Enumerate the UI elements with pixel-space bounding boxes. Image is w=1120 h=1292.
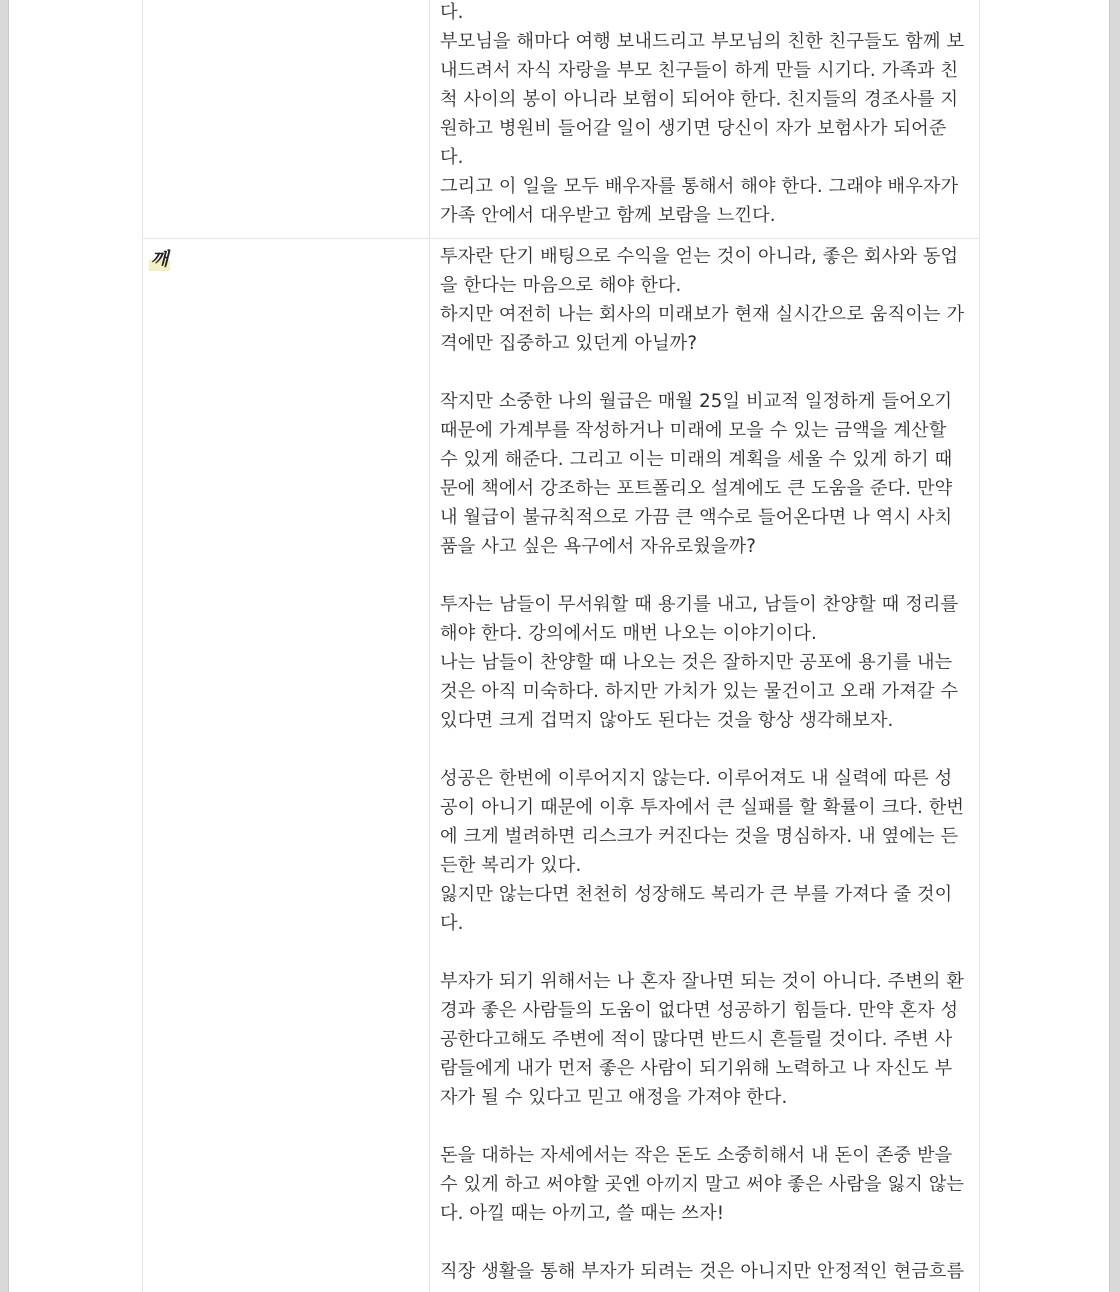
text-line: 척 사이의 봉이 아니라 보험이 되어야 한다. 친지들의 경조사를 지 (440, 89, 959, 110)
paragraph-spacer (440, 735, 972, 764)
text-line: 든한 복리가 있다. (440, 855, 582, 876)
text-line: 때문에 가계부를 작성하거나 미래에 모을 수 있는 금액을 계산할 (440, 420, 947, 441)
paragraph (440, 242, 972, 358)
text-line: 잃지만 않는다면 천천히 성장해도 복리가 큰 부를 가져다 줄 것이 (440, 884, 953, 905)
text-line: 품을 사고 싶은 욕구에서 자유로웠을까? (440, 536, 756, 557)
text-line: 나는 남들이 찬양할 때 나오는 것은 잘하지만 공포에 용기를 내는 (440, 652, 953, 673)
paragraph-spacer (440, 1228, 972, 1257)
text-line: 람들에게 내가 먼저 좋은 사람이 되기위해 노력하고 나 자신도 부 (440, 1058, 953, 1079)
table-cell-row2-content[interactable] (440, 242, 972, 1286)
text-line: 그리고 이 일을 모두 배우자를 통해서 해야 한다. 그래야 배우자가 (440, 176, 959, 197)
text-line: 다. (440, 147, 464, 168)
text-line: 작지만 소중한 나의 월급은 매월 25일 비교적 일정하게 들어오기 (440, 391, 953, 412)
text-line: 수 있게 해준다. 그리고 이는 미래의 계획을 세울 수 있게 하기 때 (440, 449, 953, 470)
text-line: 공한다고해도 주변에 적이 많다면 반드시 흔들릴 것이다. 주변 사 (440, 1029, 953, 1050)
table-right-border (979, 0, 980, 1292)
text-line: 다. 아낄 때는 아끼고, 쓸 때는 쓰자! (440, 1203, 725, 1224)
text-line: 공이 아니기 때문에 이후 투자에서 큰 실패를 할 확률이 크다. 한번 (440, 797, 965, 818)
table-column-divider (429, 0, 430, 1292)
document-page (8, 0, 1110, 1292)
notes-table (142, 0, 980, 1292)
paragraph (440, 1141, 972, 1228)
text-line: 가족 안에서 대우받고 함께 보람을 느낀다. (440, 205, 776, 226)
table-left-border (142, 0, 143, 1292)
text-line: 부모님을 해마다 여행 보내드리고 부모님의 친한 친구들도 함께 보 (440, 31, 965, 52)
paragraph-spacer (440, 561, 972, 590)
paragraph-spacer (440, 1112, 972, 1141)
paragraph-spacer (440, 358, 972, 387)
paragraph (440, 764, 972, 938)
paragraph (440, 387, 972, 561)
text-line: 에 크게 벌려하면 리스크가 커진다는 것을 명심하자. 내 옆에는 든 (440, 826, 959, 847)
text-line: 하지만 여전히 나는 회사의 미래보가 현재 실시간으로 움직이는 가 (440, 304, 965, 325)
table-cell-row1-content[interactable] (440, 0, 972, 230)
text-line: 격에만 집중하고 있던게 아닐까? (440, 333, 698, 354)
text-line: 투자란 단기 배팅으로 수익을 얻는 것이 아니라, 좋은 회사와 동업 (440, 246, 959, 267)
text-line: 자가 될 수 있다고 믿고 애정을 가져야 한다. (440, 1087, 788, 1108)
text-line: 경과 좋은 사람들의 도움이 없다면 성공하기 힘들다. 만약 혼자 성 (440, 1000, 959, 1021)
text-line: 성공은 한번에 이루어지지 않는다. 이루어져도 내 실력에 따른 성 (440, 768, 953, 789)
paragraph (440, 967, 972, 1112)
text-line: 직장 생활을 통해 부자가 되려는 것은 아니지만 안정적인 현금흐름 (440, 1261, 965, 1282)
paragraph (440, 1257, 972, 1286)
paragraph-spacer (440, 938, 972, 967)
table-row-divider (142, 238, 980, 239)
table-cell-row2-label: 깨 (149, 245, 170, 271)
text-line: 내 월급이 불규칙적으로 가끔 큰 액수로 들어온다면 나 역시 사치 (440, 507, 953, 528)
text-line: 내드려서 자식 자랑을 부모 친구들이 하게 만들 시기다. 가족과 친 (440, 60, 959, 81)
text-line: 부자가 되기 위해서는 나 혼자 잘나면 되는 것이 아니다. 주변의 환 (440, 971, 965, 992)
text-line: 것은 아직 미숙하다. 하지만 가치가 있는 물건이고 오래 가져갈 수 (440, 681, 959, 702)
text-line: 문에 책에서 강조하는 포트폴리오 설계에도 큰 도움을 준다. 만약 (440, 478, 953, 499)
text-line: 다. (440, 2, 464, 23)
text-line: 다. (440, 913, 464, 934)
text-line: 있다면 크게 겁먹지 않아도 된다는 것을 항상 생각해보자. (440, 710, 894, 731)
text-line: 원하고 병원비 들어갈 일이 생기면 당신이 자가 보험사가 되어준 (440, 118, 947, 139)
text-line: 을 한다는 마음으로 해야 한다. (440, 275, 682, 296)
text-line: 투자는 남들이 무서워할 때 용기를 내고, 남들이 찬양할 때 정리를 (440, 594, 959, 615)
paragraph (440, 590, 972, 735)
text-line: 해야 한다. 강의에서도 매번 나오는 이야기이다. (440, 623, 817, 644)
text-line: 수 있게 하고 써야할 곳엔 아끼지 말고 써야 좋은 사람을 잃지 않는 (440, 1174, 965, 1195)
text-line: 돈을 대하는 자세에서는 작은 돈도 소중히해서 내 돈이 존중 받을 (440, 1145, 953, 1166)
